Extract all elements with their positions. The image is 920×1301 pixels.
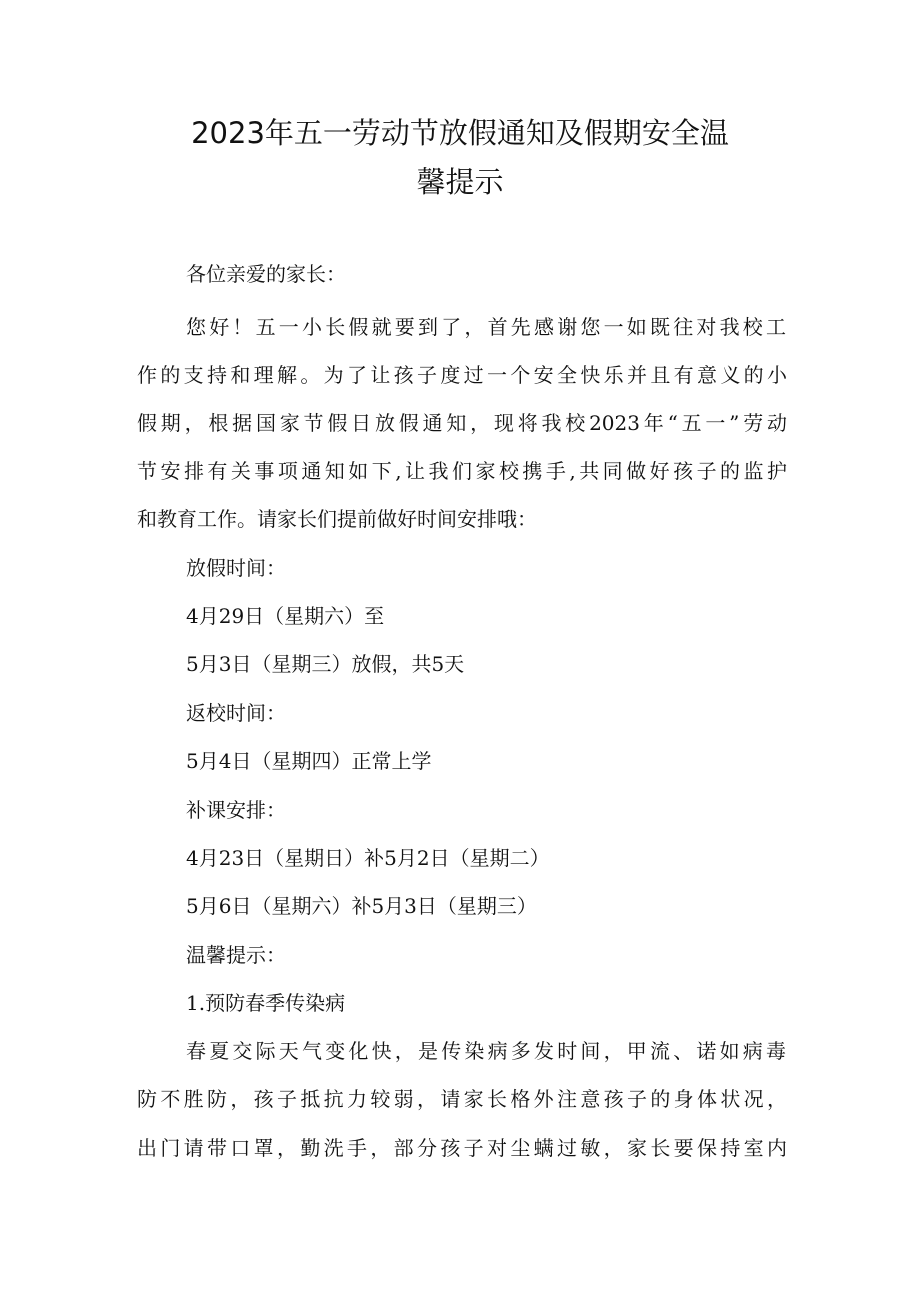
tip-1-title: 1.预防春季传染病 xyxy=(186,991,346,1015)
holiday-start: 4月29日（星期六）至 xyxy=(186,604,385,628)
makeup-line-1: 4月23日（星期日）补5月2日（星期二） xyxy=(186,846,550,870)
intro-paragraph-line: 节安排有关事项通知如下,让我们家校携手,共同做好孩子的监护 xyxy=(137,459,787,483)
makeup-heading: 补课安排： xyxy=(186,798,286,822)
intro-paragraph-line: 和教育工作。请家长们提前做好时间安排哦： xyxy=(137,507,537,531)
tip-1-body-line: 出门请带口罩，勤洗手，部分孩子对尘螨过敏，家长要保持室内 xyxy=(137,1136,787,1160)
holiday-end: 5月3日（星期三）放假，共5天 xyxy=(186,652,465,676)
return-heading: 返校时间： xyxy=(186,701,286,725)
document-title-line-1: 2023年五一劳动节放假通知及假期安全温 xyxy=(191,116,729,150)
intro-paragraph-line: 假期，根据国家节假日放假通知，现将我校2023年“五一”劳动 xyxy=(137,411,787,435)
document-title-line-2: 馨提示 xyxy=(416,165,504,199)
makeup-line-2: 5月6日（星期六）补5月3日（星期三） xyxy=(186,894,537,918)
tip-1-body-line: 防不胜防，孩子抵抗力较弱，请家长格外注意孩子的身体状况， xyxy=(137,1087,787,1111)
holiday-heading: 放假时间： xyxy=(186,556,286,580)
return-date: 5月4日（星期四）正常上学 xyxy=(186,749,432,773)
intro-paragraph-line: 您好！五一小长假就要到了，首先感谢您一如既往对我校工 xyxy=(186,315,786,339)
intro-paragraph-line: 作的支持和理解。为了让孩子度过一个安全快乐并且有意义的小 xyxy=(137,363,787,387)
tips-heading: 温馨提示： xyxy=(186,943,286,967)
salutation: 各位亲爱的家长： xyxy=(186,262,346,286)
tip-1-body-line: 春夏交际天气变化快，是传染病多发时间，甲流、诺如病毒 xyxy=(186,1039,786,1063)
